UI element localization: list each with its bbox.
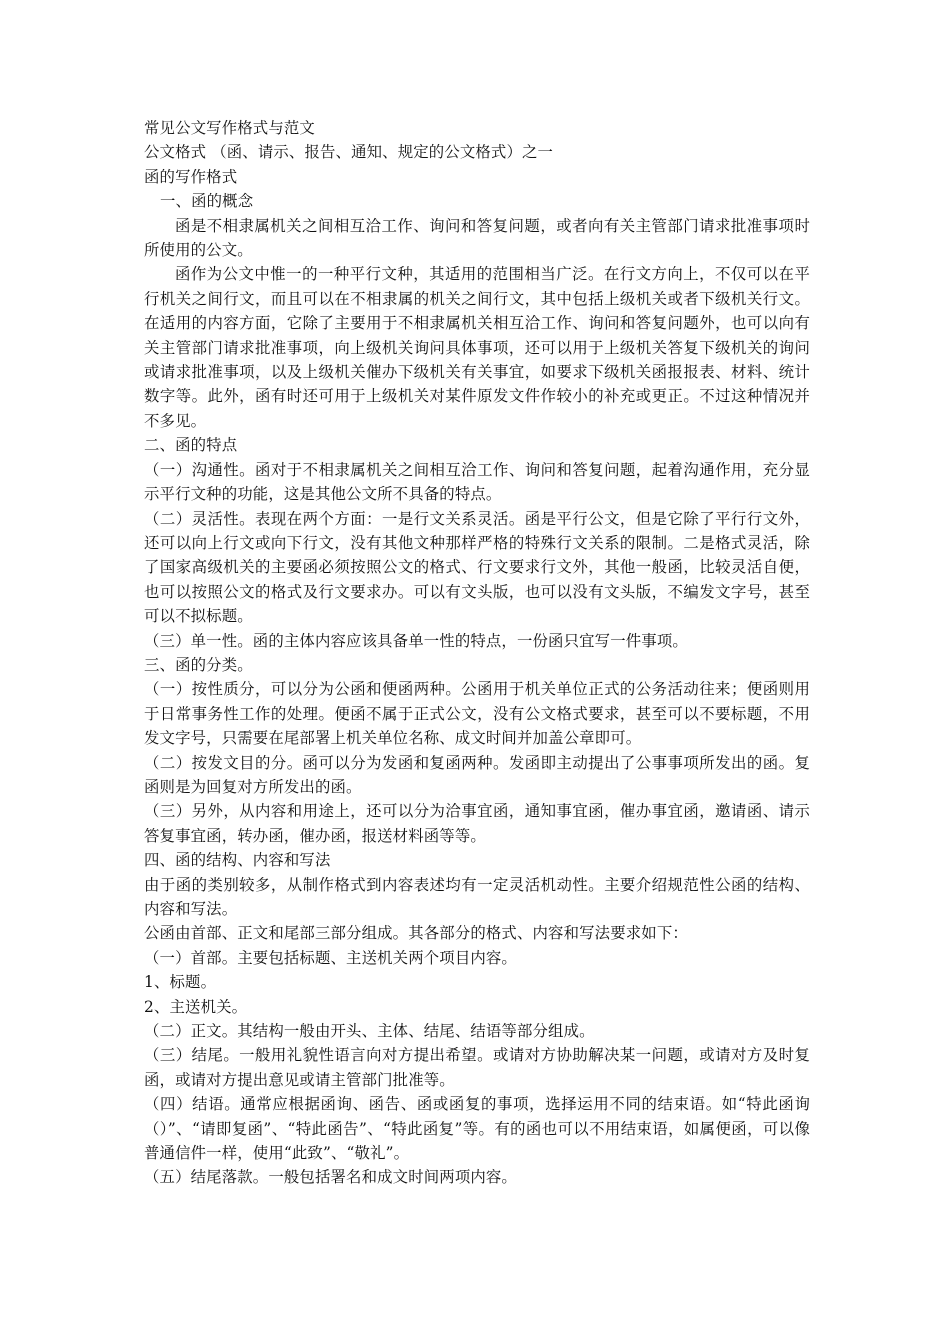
paragraph: 函作为公文中惟一的一种平行文种，其适用的范围相当广泛。在行文方向上，不仅可以在平行机关之间行文，而且可以在不相隶属的机关之间行文，其中包括上级机关或者下级机关行文。在适用的内容方面，它除了主要用于不相隶属机关相互洽工作、询问和答复问题外，也可以向有关主管部门请求批准事项，向上级机关询问具体事项，还可以用于上级机关答复下级机关的询问或请求批准事项，以及上级机关催办下级机关有关事宜，如要求下级机关函报报表、材料、统计数字等。此外，函有时还可用于上级机关对某件原发文件作较小的补充或更正。不过这种情况并不多见。	[144, 265, 810, 430]
section-title: 函的写作格式	[144, 167, 238, 186]
document-subtitle: 公文格式 （函、请示、报告、通知、规定的公文格式）之一	[144, 143, 554, 162]
paragraph: （一）首部。主要包括标题、主送机关两个项目内容。	[144, 948, 517, 967]
document-title: 常见公文写作格式与范文	[144, 119, 315, 137]
list-item: 2、主送机关。	[144, 997, 248, 1016]
paragraph: （三）单一性。函的主体内容应该具备单一性的特点，一份函只宜写一件事项。	[144, 631, 688, 650]
paragraph: 由于函的类别较多，从制作格式到内容表述均有一定灵活机动性。主要介绍规范性公函的结构、内容和写法。	[144, 875, 810, 918]
heading-2: 二、函的特点	[144, 436, 238, 455]
list-item: 1、标题。	[144, 973, 217, 992]
paragraph: （一）按性质分，可以分为公函和便函两种。公函用于机关单位正式的公务活动往来；便函则用于日常事务性工作的处理。便函不属于正式公文，没有公文格式要求，甚至可以不要标题，不用发文字号，只需要在尾部署上机关单位名称、成文时间并加盖公章即可。	[144, 680, 810, 748]
paragraph: 函是不相隶属机关之间相互洽工作、询问和答复问题，或者向有关主管部门请求批准事项时所使用的公文。	[144, 216, 810, 260]
paragraph: （二）按发文目的分。函可以分为发函和复函两种。发函即主动提出了公事事项所发出的函。复函则是为回复对方所发出的函。	[144, 753, 810, 796]
paragraph: （二）灵活性。表现在两个方面：一是行文关系灵活。函是平行公文，但是它除了平行行文外，还可以向上行文或向下行文，没有其他文种那样严格的特殊行文关系的限制。二是格式灵活，除了国家高级机关的主要函必须按照公文的格式、行文要求行文外，其他一般函，比较灵活自便，也可以按照公文的格式及行文要求办。可以有文头版，也可以没有文头版，不编发文字号，甚至可以不拟标题。	[144, 509, 810, 626]
document-body	[144, 116, 810, 1190]
paragraph: （三）另外，从内容和用途上，还可以分为洽事宜函，通知事宜函，催办事宜函，邀请函、请示答复事宜函，转办函，催办函，报送材料函等等。	[144, 802, 810, 845]
paragraph: （二）正文。其结构一般由开头、主体、结尾、结语等部分组成。	[144, 1022, 595, 1041]
paragraph: 公函由首部、正文和尾部三部分组成。其各部分的格式、内容和写法要求如下：	[144, 924, 688, 943]
paragraph: （四）结语。通常应根据函询、函告、函或函复的事项，选择运用不同的结束语。如“特此函询（）”、“请即复函”、“特此函告”、“特此函复”等。有的函也可以不用结束语，如属便函，可以像普通信件一样，使用“此致”、“敬礼”。	[144, 1095, 810, 1163]
paragraph: （五）结尾落款。一般包括署名和成文时间两项内容。	[144, 1168, 517, 1187]
paragraph: （一）沟通性。函对于不相隶属机关之间相互洽工作、询问和答复问题，起着沟通作用，充分显示平行文种的功能，这是其他公文所不具备的特点。	[144, 460, 810, 504]
heading-4: 四、函的结构、内容和写法	[144, 851, 331, 870]
heading-3: 三、函的分类。	[144, 655, 253, 674]
heading-1: 一、函的概念	[160, 192, 254, 211]
paragraph: （三）结尾。一般用礼貌性语言向对方提出希望。或请对方协助解决某一问题，或请对方及时复函，或请对方提出意见或请主管部门批准等。	[144, 1046, 810, 1089]
